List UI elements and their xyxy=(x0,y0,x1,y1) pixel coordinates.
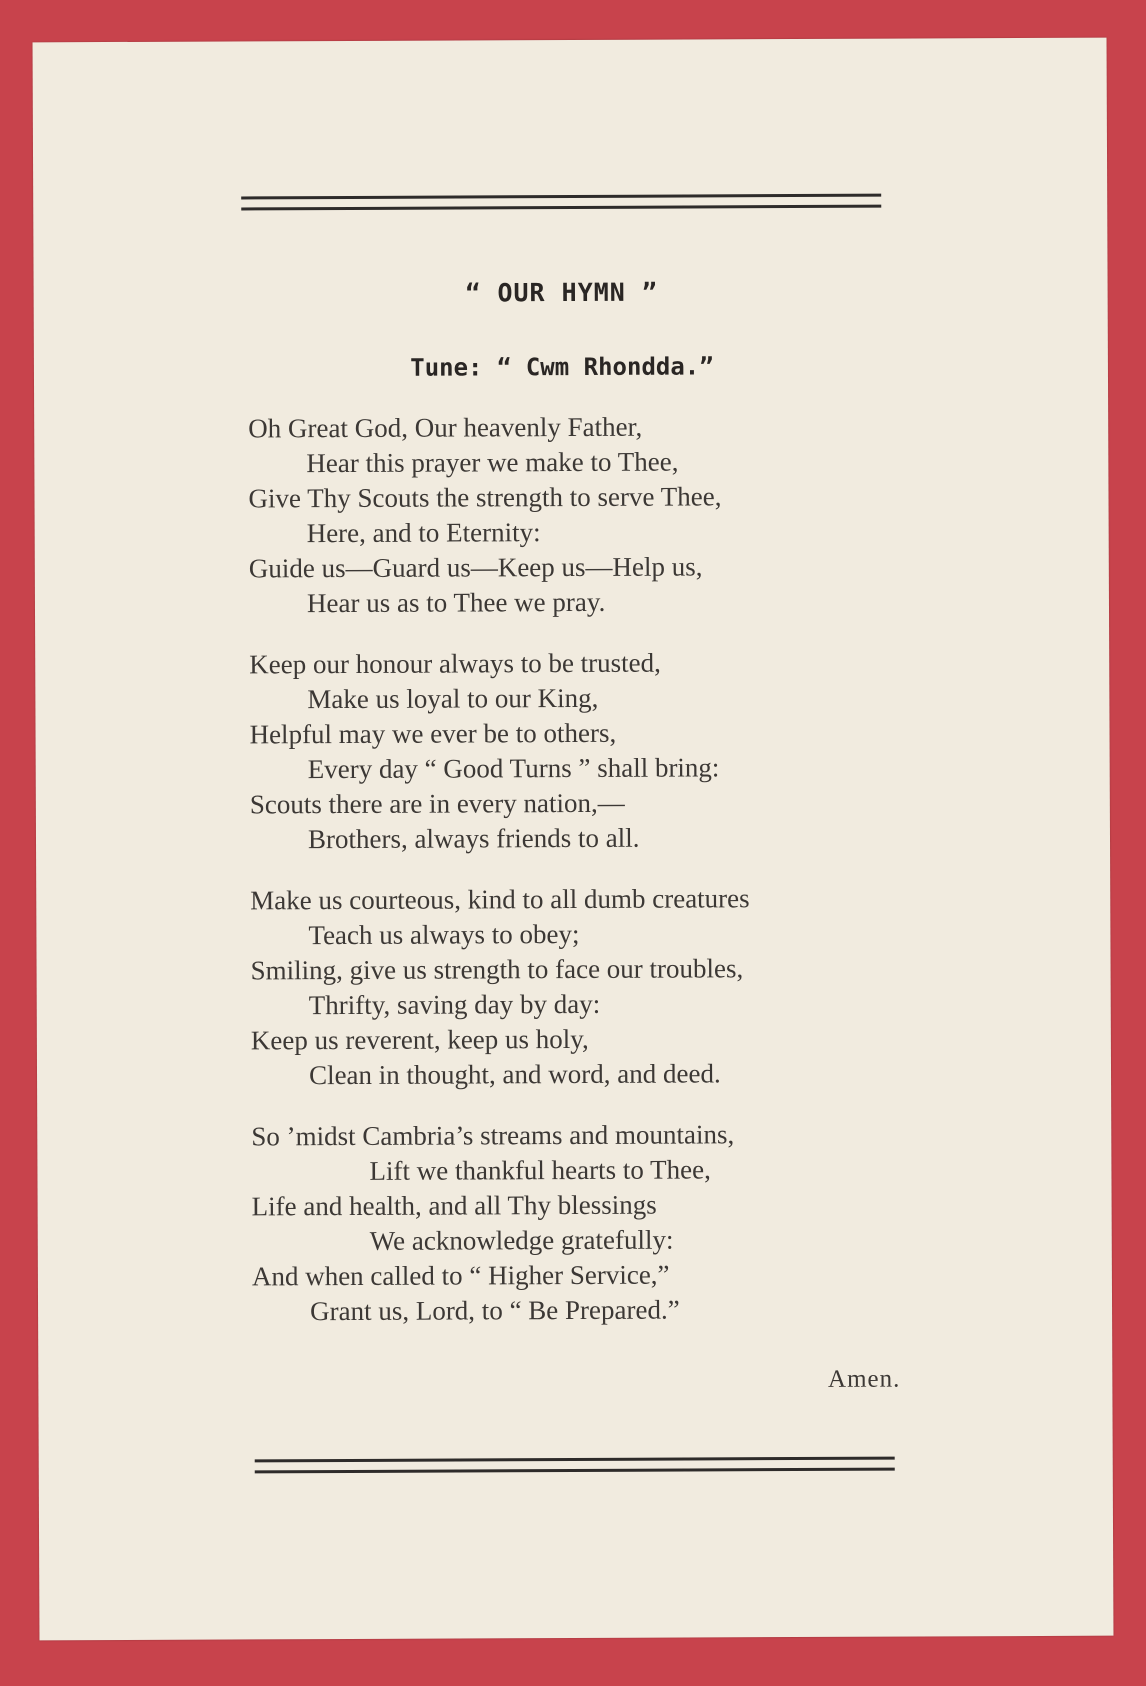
hymn-title: “ OUR HYMN ” xyxy=(465,277,658,308)
verse-line: Give Thy Scouts the strength to serve Thee, xyxy=(248,481,722,514)
verse-line: Grant us, Lord, to “ Be Prepared.” xyxy=(309,1294,680,1327)
verse-3 xyxy=(250,881,911,1094)
verse-line: Hear this prayer we make to Thee, xyxy=(306,446,679,479)
verse-line: Make us loyal to our King, xyxy=(307,682,599,715)
verse-line: Scouts there are in every nation,— xyxy=(249,787,625,820)
verse-line: Lift we thankful hearts to Thee, xyxy=(369,1154,711,1186)
verse-line: Keep us reverent, keep us holy, xyxy=(250,1023,589,1056)
verse-line: Thrifty, saving day by day: xyxy=(308,988,601,1021)
verse-line: Brothers, always friends to all. xyxy=(307,822,640,855)
verse-line: Here, and to Eternity: xyxy=(306,517,541,549)
verse-4 xyxy=(251,1117,912,1330)
verse-1 xyxy=(248,409,909,622)
verse-line: Guide us—Guard us—Keep us—Help us, xyxy=(248,551,703,584)
verse-line: So ’midst Cambria’s streams and mountains, xyxy=(251,1119,735,1152)
verse-line: Teach us always to obey; xyxy=(308,918,580,951)
verse-2 xyxy=(249,645,910,858)
bottom-double-rule xyxy=(255,1457,895,1474)
verse-line: Life and health, and all Thy blessings xyxy=(251,1189,657,1222)
amen-closing: Amen. xyxy=(827,1365,901,1393)
verses-block xyxy=(248,409,912,1356)
top-double-rule xyxy=(241,194,881,211)
tune-line: Tune: “ Cwm Rhondda.” xyxy=(410,352,714,382)
verse-line: Make us courteous, kind to all dumb creatures xyxy=(250,883,750,916)
verse-line: Oh Great God, Our heavenly Father, xyxy=(248,411,643,444)
verse-line: Clean in thought, and word, and deed. xyxy=(308,1058,721,1091)
verse-line: Hear us as to Thee we pray. xyxy=(306,586,606,619)
verse-line: Keep our honour always to be trusted, xyxy=(249,647,661,680)
verse-line: We acknowledge gratefully: xyxy=(369,1224,674,1256)
hymn-sheet xyxy=(33,38,1114,1641)
verse-line: Smiling, give us strength to face our troubles, xyxy=(250,953,744,986)
verse-line: And when called to “ Higher Service,” xyxy=(251,1259,670,1292)
verse-line: Every day “ Good Turns ” shall bring: xyxy=(307,752,720,785)
verse-line: Helpful may we ever be to others, xyxy=(249,717,617,750)
